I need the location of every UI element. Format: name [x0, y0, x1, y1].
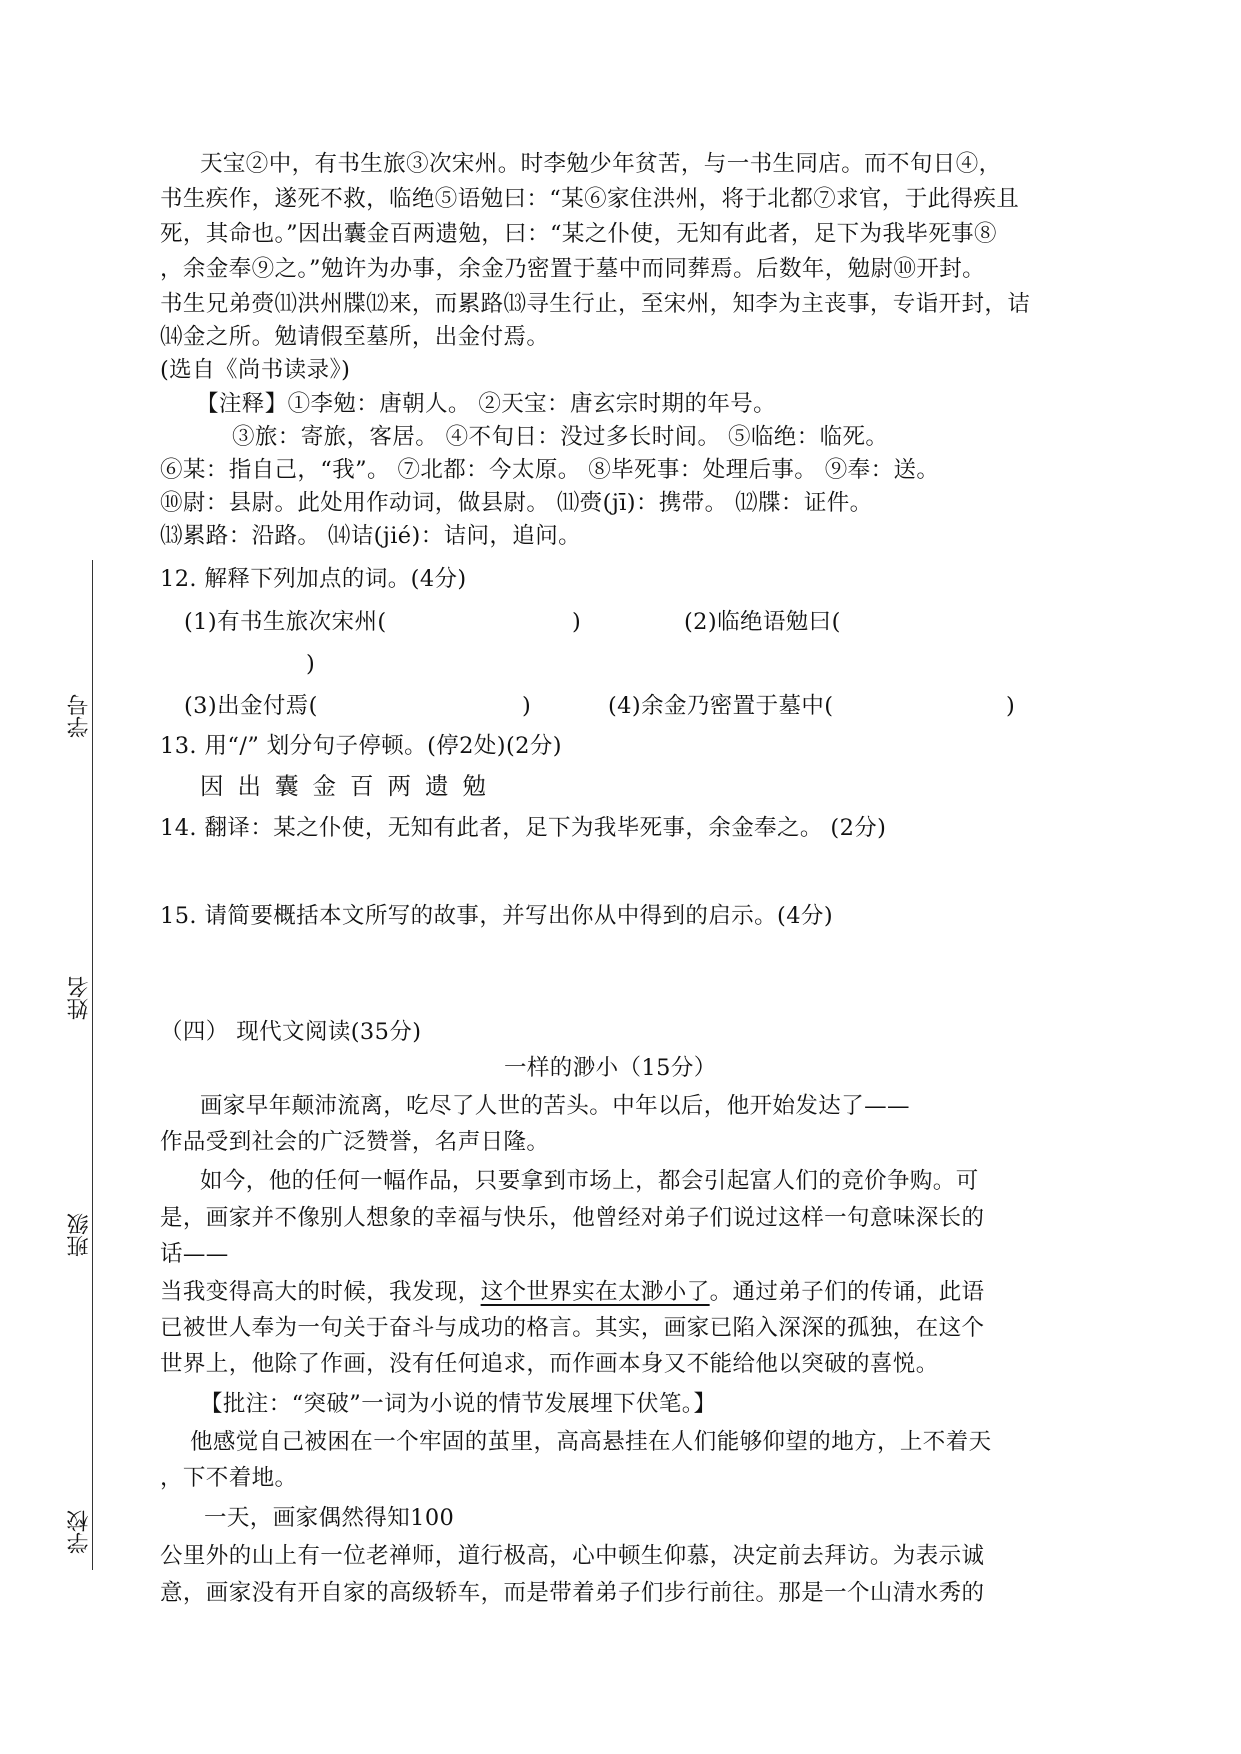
annotation: 【批注：“突破”一词为小说的情节发展埋下伏笔。】 — [200, 1391, 717, 1417]
passage-line: ，余金奉⑨之。”勉许为办事，余金乃密置于墓中而同葬焉。后数年，勉尉⑩开封。 — [160, 256, 986, 282]
passage-line: 书生兄弟赍⑾洪州牒⑿来，而累路⒀寻生行止，至宋州，知李为主丧事，专诣开封，诘 — [160, 291, 1031, 317]
paragraph-line: 已被世人奉为一句关于奋斗与成功的格言。其实，画家已陷入深深的孤独，在这个 — [160, 1315, 985, 1341]
notes-line: ⒀累路：沿路。 ⒁诘(jié)：诘问，追问。 — [160, 523, 581, 549]
q12-item-3: (3)出金付焉( — [184, 693, 318, 719]
q12-item-1-text: (1)有书生旅次宋州( — [184, 609, 387, 635]
paragraph-line: 画家早年颠沛流离，吃尽了人世的苦头。中年以后，他开始发达了—— — [200, 1093, 910, 1119]
underlined-quote: 这个世界实在太渺小了 — [480, 1279, 710, 1305]
paragraph-line: 话—— — [160, 1241, 229, 1267]
margin-label-class: 班级 — [67, 1213, 92, 1257]
paragraph-line: 如今，他的任何一幅作品，只要拿到市场上，都会引起富人们的竞价争购。可 — [200, 1168, 979, 1194]
margin-label-name: 姓名 — [67, 976, 92, 1020]
passage-source: (选自《尚书读录》) — [160, 357, 351, 383]
margin-label-student-id: 学号 — [67, 694, 92, 738]
notes-line: ③旅：寄旅，客居。 ④不旬日：没过多长时间。 ⑤临绝：临死。 — [232, 424, 889, 450]
q12-item-4-close: ) — [1006, 693, 1016, 719]
paragraph-line — [160, 1274, 984, 1310]
passage-line: 书生疾作，遂死不救，临绝⑤语勉曰：“某⑥家住洪州，将于北都⑦求官，于此得疾且 — [160, 186, 1020, 212]
paragraph-line: 一天，画家偶然得知100 — [204, 1505, 455, 1531]
paragraph-line: 意，画家没有开自家的高级轿车，而是带着弟子们步行前往。那是一个山清水秀的 — [160, 1580, 985, 1606]
paragraph-line: ，下不着地。 — [160, 1465, 298, 1491]
paragraph-line: 公里外的山上有一位老禅师，道行极高，心中顿生仰慕，决定前去拜访。为表示诚 — [160, 1543, 985, 1569]
q13-sentence: 因出囊金百两遗勉 — [200, 772, 500, 800]
passage-line: 天宝②中，有书生旅③次宋州。时李勉少年贫苦，与一书生同店。而不旬日④， — [200, 151, 1002, 177]
q12-item-2: (2)临绝语勉曰( — [684, 609, 841, 635]
notes-line: ⑥某：指自己，“我”。 ⑦北都：今太原。 ⑧毕死事：处理后事。 ⑨奉：送。 — [160, 457, 940, 483]
question-14-title: 14. 翻译：某之仆使，无知有此者，足下为我毕死事，余金奉之。 (2分) — [160, 815, 887, 841]
q12-item-4: (4)余金乃密置于墓中( — [608, 693, 834, 719]
q12-item-1 — [184, 604, 387, 640]
q12-item-3-close: ) — [522, 693, 532, 719]
paragraph-line: 他感觉自己被困在一个牢固的茧里，高高悬挂在人们能够仰望的地方，上不着天 — [190, 1429, 992, 1455]
quote-prefix: 当我变得高大的时候，我发现， — [160, 1279, 481, 1305]
question-15-title: 15. 请简要概括本文所写的故事，并写出你从中得到的启示。(4分) — [160, 903, 834, 929]
quote-suffix: 。通过弟子们的传诵，此语 — [709, 1279, 985, 1305]
passage-line: 死，其命也。”因出囊金百两遗勉，曰：“某之仆使，无知有此者，足下为我毕死事⑧ — [160, 221, 997, 247]
notes-line: 【注释】①李勉：唐朝人。 ②天宝：唐玄宗时期的年号。 — [196, 391, 777, 417]
paragraph-line: 是，画家并不像别人想象的幸福与快乐，他曾经对弟子们说过这样一句意味深长的 — [160, 1205, 985, 1231]
q12-item-1-close: ) — [572, 609, 582, 635]
question-12-title: 12. 解释下列加点的词。(4分) — [160, 566, 467, 592]
paragraph-line: 作品受到社会的广泛赞誉，名声日隆。 — [160, 1129, 550, 1155]
margin-label-school: 学校 — [67, 1510, 92, 1554]
story-title: 一样的渺小（15分） — [504, 1055, 717, 1081]
q12-item-2-close: ) — [306, 651, 316, 677]
paragraph-line: 世界上，他除了作画，没有任何追求，而作画本身又不能给他以突破的喜悦。 — [160, 1351, 939, 1377]
notes-line: ⑩尉：县尉。此处用作动词，做县尉。 ⑾赍(jī)：携带。 ⑿牒：证件。 — [160, 490, 873, 516]
passage-line: ⒁金之所。勉请假至墓所，出金付焉。 — [160, 324, 550, 350]
question-13-title: 13. 用“/” 划分句子停顿。(停2处)(2分) — [160, 733, 562, 759]
section-heading: （四） 现代文阅读(35分) — [160, 1019, 422, 1045]
